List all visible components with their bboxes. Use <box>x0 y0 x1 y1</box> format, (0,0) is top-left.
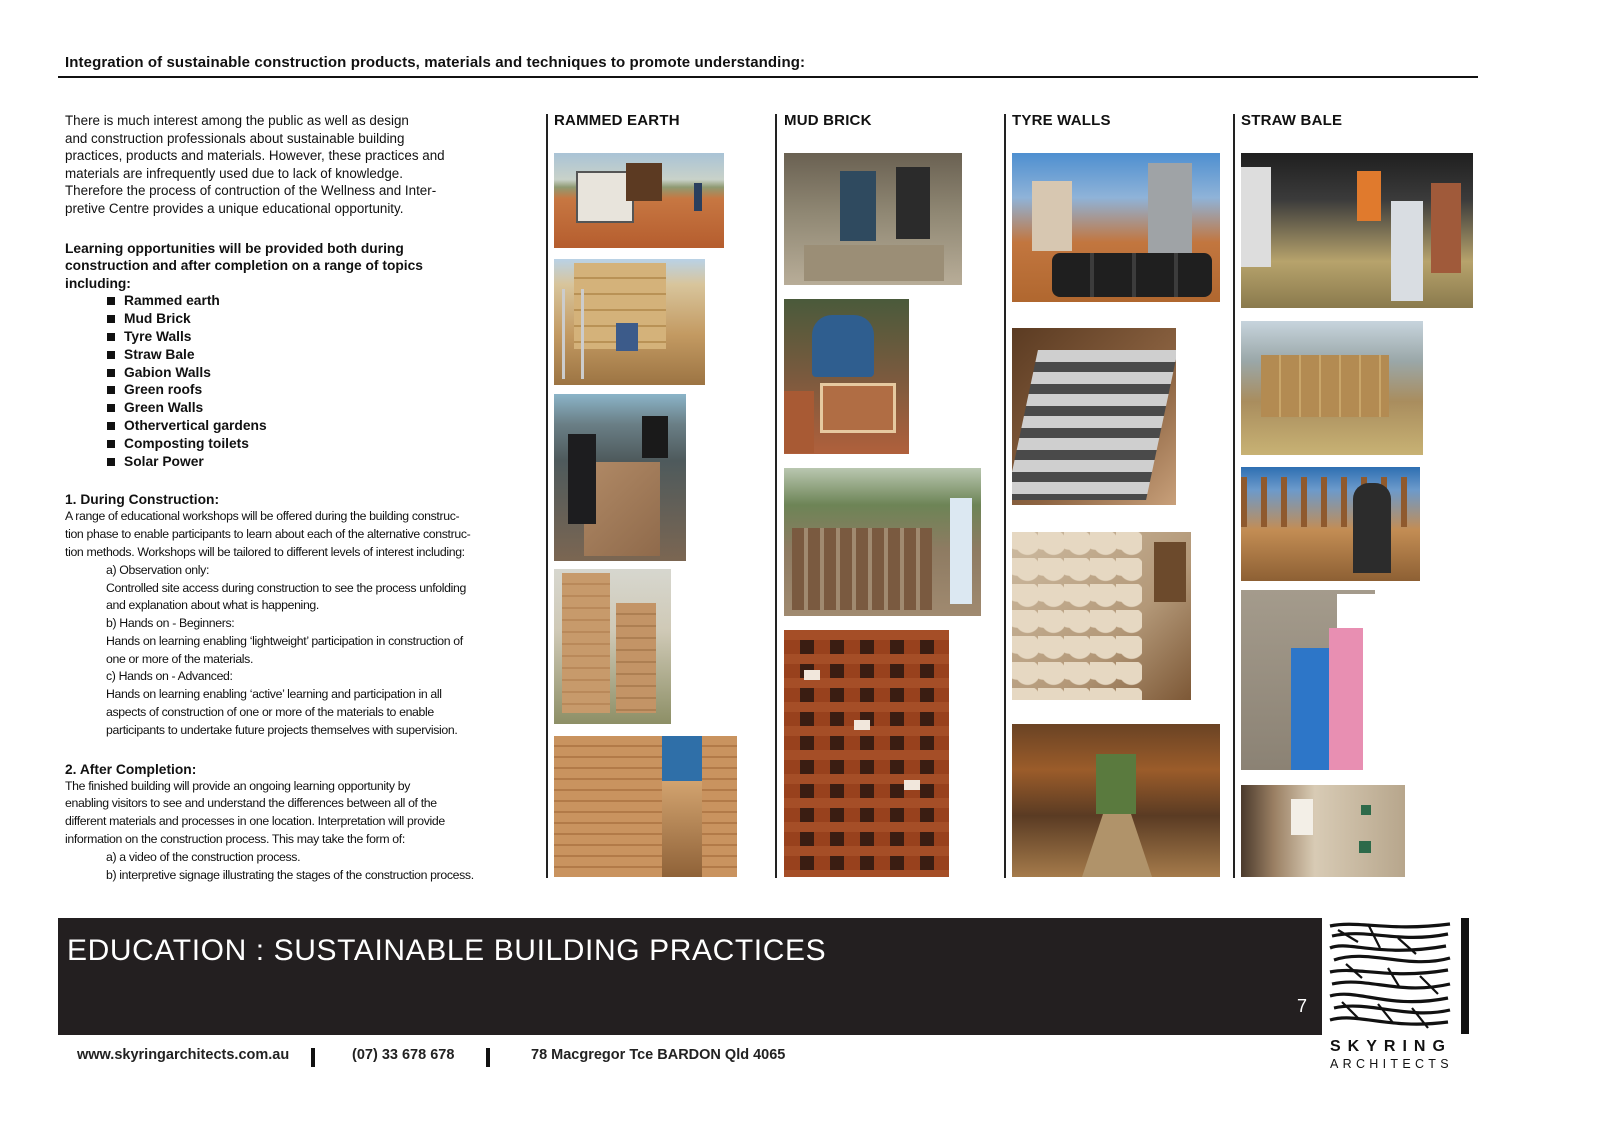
indent-line: and explanation about what is happening. <box>106 598 319 613</box>
indent-line: Hands on learning enabling ‘lightweight’ participation in construction of <box>106 633 463 648</box>
body-line: A range of educational workshops will be offered during the building construc- <box>65 509 460 524</box>
square-bullet-icon <box>107 440 115 448</box>
straw-bale-build-photo <box>1241 467 1420 581</box>
learning-intro-line: Learning opportunities will be provided both during <box>65 240 404 256</box>
indent-line: b) Hands on - Beginners: <box>106 616 235 631</box>
footer-separator <box>311 1048 315 1067</box>
banner-title: EDUCATION : SUSTAINABLE BUILDING PRACTICES <box>67 934 827 967</box>
list-item: Othervertical gardens <box>107 417 505 435</box>
mud-brick-mould-photo <box>784 299 909 454</box>
straw-bale-interior-photo <box>1241 785 1405 877</box>
title-banner <box>58 918 1322 1035</box>
list-item: Straw Bale <box>107 346 505 364</box>
indent-line: a) Observation only: <box>106 562 210 577</box>
intro-line: and construction professionals about sustainable building <box>65 130 405 146</box>
learning-intro-line: including: <box>65 275 131 291</box>
list-item: Green Walls <box>107 399 505 417</box>
logo-bar <box>1461 918 1469 1034</box>
during-construction-body <box>65 508 505 739</box>
column-heading-tyre-walls: TYRE WALLS <box>1012 112 1111 129</box>
footer-separator <box>486 1048 490 1067</box>
learning-intro-line: construction and after completion on a range of topics <box>65 258 423 274</box>
column-heading-straw-bale: STRAW BALE <box>1241 112 1343 129</box>
page-heading: Integration of sustainable construction products, materials and techniques to promote understanding: <box>65 54 806 71</box>
square-bullet-icon <box>107 422 115 430</box>
logo-name: SKYRING <box>1330 1038 1452 1055</box>
after-completion-body <box>65 778 505 885</box>
list-item: Green roofs <box>107 381 505 399</box>
square-bullet-icon <box>107 404 115 412</box>
list-item: Solar Power <box>107 453 505 471</box>
indent-line: aspects of construction of one or more of the materials to enable <box>106 705 434 720</box>
learning-intro <box>65 240 505 293</box>
tyre-walls-interior-photo <box>1012 724 1220 877</box>
mud-brick-mixing-photo <box>784 153 962 285</box>
square-bullet-icon <box>107 386 115 394</box>
square-bullet-icon <box>107 369 115 377</box>
intro-line: There is much interest among the public as well as design <box>65 113 409 128</box>
square-bullet-icon <box>107 333 115 341</box>
tyre-walls-ramming-photo <box>1012 153 1220 302</box>
indent-line: c) Hands on - Advanced: <box>106 669 233 684</box>
intro-paragraph <box>65 112 505 218</box>
indent-line: participants to undertake future projects themselves with supervision. <box>106 722 458 737</box>
list-item: Composting toilets <box>107 435 505 453</box>
footer-website[interactable]: www.skyringarchitects.com.au <box>77 1047 290 1063</box>
column-divider <box>775 114 777 878</box>
rammed-earth-photo <box>554 153 724 248</box>
logo-subtitle: ARCHITECTS <box>1330 1057 1453 1071</box>
column-heading-rammed-earth: RAMMED EARTH <box>554 112 680 129</box>
rammed-earth-formwork-photo <box>554 259 705 385</box>
tyre-walls-rendered-photo <box>1012 532 1191 700</box>
column-heading-mud-brick: MUD BRICK <box>784 112 872 129</box>
indent-line: a) a video of the construction process. <box>106 849 301 864</box>
rammed-earth-building-photo <box>554 736 737 877</box>
indent-line: Hands on learning enabling ‘active’ learning and participation in all <box>106 687 442 702</box>
indent-line: Controlled site access during construction to see the process unfolding <box>106 580 466 595</box>
indent-line: one or more of the materials. <box>106 651 254 666</box>
list-item: Tyre Walls <box>107 328 505 346</box>
intro-line: materials are infrequently used due to lack of knowledge. <box>65 165 403 181</box>
body-line: enabling visitors to see and understand the differences between all of the <box>65 796 437 811</box>
column-divider <box>1233 114 1235 878</box>
after-completion-title: 2. After Completion: <box>65 761 197 777</box>
square-bullet-icon <box>107 315 115 323</box>
column-divider <box>546 114 548 878</box>
column-divider <box>1004 114 1006 878</box>
footer-address: 78 Macgregor Tce BARDON Qld 4065 <box>531 1047 786 1063</box>
intro-line: Therefore the process of contruction of the Wellness and Inter- <box>65 183 437 199</box>
straw-bale-workshop-photo <box>1241 153 1473 308</box>
body-line: information on the construction process. This may take the form of: <box>65 832 405 847</box>
skyring-logo-icon <box>1328 918 1453 1034</box>
during-construction-title: 1. During Construction: <box>65 492 220 508</box>
text-column <box>65 112 505 884</box>
body-line: different materials and processes in one location. Interpretation will provide <box>65 814 445 829</box>
straw-bale-rendering-photo <box>1241 590 1375 770</box>
page-number: 7 <box>1296 996 1307 1016</box>
intro-line: pretive Centre provides a unique educational opportunity. <box>65 200 404 216</box>
list-item: Gabion Walls <box>107 364 505 382</box>
mud-brick-drying-photo <box>784 468 981 616</box>
tyre-walls-stack-photo <box>1012 328 1176 505</box>
body-line: tion methods. Workshops will be tailored to different levels of interest including: <box>65 544 465 559</box>
square-bullet-icon <box>107 297 115 305</box>
indent-line: b) interpretive signage illustrating the stages of the construction process. <box>106 867 474 882</box>
rammed-earth-block-photo <box>554 394 686 561</box>
list-item: Mud Brick <box>107 310 505 328</box>
intro-line: practices, products and materials. However, these practices and <box>65 148 445 164</box>
body-line: tion phase to enable participants to learn about each of the alternative construc- <box>65 527 471 542</box>
footer-phone: (07) 33 678 678 <box>352 1047 455 1063</box>
square-bullet-icon <box>107 458 115 466</box>
list-item: Rammed earth <box>107 292 505 310</box>
square-bullet-icon <box>107 351 115 359</box>
heading-rule <box>58 76 1478 78</box>
body-line: The finished building will provide an ongoing learning opportunity by <box>65 778 410 793</box>
straw-bale-wall-photo <box>1241 321 1423 455</box>
mud-brick-wall-photo <box>784 630 949 877</box>
rammed-earth-wall-photo <box>554 569 671 724</box>
topics-list <box>107 292 505 470</box>
